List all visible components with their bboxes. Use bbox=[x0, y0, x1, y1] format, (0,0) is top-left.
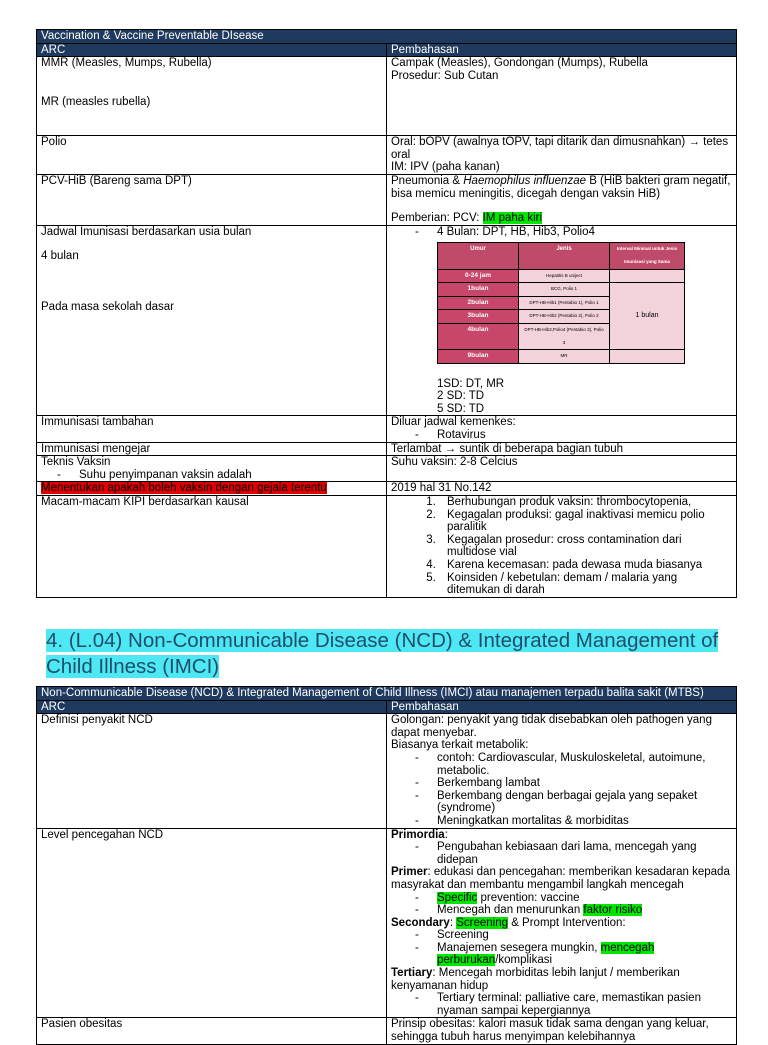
table-row bbox=[37, 57, 737, 136]
table-title: Vaccination & Vaccine Preventable DIsease bbox=[37, 30, 737, 44]
vaccination-table bbox=[36, 29, 737, 598]
row-label-menentukan: Menentukan apakah boleh vaksin dengan gejala terentu bbox=[37, 482, 387, 496]
column-header-row bbox=[37, 43, 737, 57]
kipi-list: 1. Berhubungan produk vaksin: thrombocytopenia, 2. Kegagalan produksi: gagal inaktivasi memicu polio paralitik 3. Kegagalan prosedur: cross contamination dari multidose vial 4. Karena kecemasan: pada dewasa muda biasanya 5. Koinsiden / kebetulan: demam / malaria yang ditemukan di darah bbox=[391, 496, 732, 597]
row-content-polio: Oral: bOPV (awalnya tOPV, tapi ditarik dan dimusnahkan) → tetes oral IM: IPV (paha kanan) bbox=[387, 136, 737, 175]
table-title: Non-Communicable Disease (NCD) & Integrated Management of Child Illness (IMCI) atau manajemen terpadu balita sakit (MTBS) bbox=[37, 687, 737, 701]
row-label-mmr: MMR (Measles, Mumps, Rubella) MR (measles rubella) bbox=[37, 57, 387, 136]
table-row bbox=[37, 442, 737, 456]
ncd-table bbox=[36, 686, 737, 1045]
row-content-mmr: Campak (Measles), Gondongan (Mumps), Rubella Prosedur: Sub Cutan bbox=[387, 57, 737, 136]
sd-schedule: 1SD: DT, MR 2 SD: TD 5 SD: TD bbox=[437, 377, 505, 415]
column-header-row bbox=[37, 700, 737, 714]
row-content-pcv: Pneumonia & Haemophilus influenzae B (HiB bakteri gram negatif, bisa memicu meningitis, dicegah dengan vaksin HiB) Pemberian: PCV: IM paha kiri bbox=[387, 174, 737, 225]
row-label-kipi: Macam-macam KIPI berdasarkan kausal bbox=[37, 496, 387, 598]
section-heading: 4. (L.04) Non-Communicable Disease (NCD) & Integrated Management of Child Illness (IMCI) bbox=[46, 629, 719, 678]
row-content-tambahan: Diluar jadwal kemenkes: - Rotavirus bbox=[387, 416, 737, 442]
row-label-tambahan: Immunisasi tambahan bbox=[37, 416, 387, 442]
row-content-jadwal: - 4 Bulan: DPT, HB, Hib3, Polio4 Umur Jenis Interval Minimal untuk Jenis Imunisasi yang Sama 0-24 jam Hepatitis B uniject 1bulan BCG, Polio 1 1 bulan 2bulan DPT-HB-Hib1 (Pentabio 1), Polio 1 3bulan DPT-HB-Hib2 (Pentabio 2), Polio 2 4bulan DPT-HB-Hib3,Polio4 (Pentabio 3), Polio 3 9bulan MR 1SD: DT, MR 2 SD: TD 5 SD: TD bbox=[387, 225, 737, 416]
row-label-obesitas: Pasien obesitas bbox=[37, 1018, 387, 1044]
table-row bbox=[37, 416, 737, 442]
table-row bbox=[37, 828, 737, 1018]
row-label-teknis: Teknis Vaksin - Suhu penyimpanan vaksin adalah bbox=[37, 456, 387, 482]
table-row bbox=[37, 174, 737, 225]
row-label-mengejar: Immunisasi mengejar bbox=[37, 442, 387, 456]
row-label-definisi: Definisi penyakit NCD bbox=[37, 714, 387, 828]
table-row bbox=[37, 496, 737, 598]
col-arc: ARC bbox=[37, 43, 387, 57]
row-content-mengejar: Terlambat → suntik di beberapa bagian tubuh bbox=[387, 442, 737, 456]
table-header-row bbox=[37, 687, 737, 701]
row-content-level: Primordia: - Pengubahan kebiasaan dari lama, mencegah yang didepan Primer: edukasi dan pencegahan: memberikan kesadaran kepada masyrakat dan membantu mengambil langkah mencegah - Specific prevention: vaccine - Mencegah dan menurunkan faktor risiko Secondary: Screening & Prompt Intervention: - Screening - Manajemen sesegera mungkin, mencegah perburukan/komplikasi Tertiary: Mencegah morbiditas lebih lanjut / memberikan kenyamanan hidup - Tertiary terminal: palliative care, memastikan pasien nyaman sampai kepergiannya bbox=[387, 828, 737, 1018]
row-label-jadwal: Jadwal Imunisasi berdasarkan usia bulan 4 bulan Pada masa sekolah dasar bbox=[37, 225, 387, 416]
row-content-kipi bbox=[387, 496, 737, 598]
schedule-interval: 1 bulan bbox=[610, 283, 685, 350]
table-header-row bbox=[37, 30, 737, 44]
immunization-schedule-table: Umur Jenis Interval Minimal untuk Jenis Imunisasi yang Sama 0-24 jam Hepatitis B uniject 1bulan BCG, Polio 1 1 bulan 2bulan DPT-HB-Hib1 (Pentabio 1), Polio 1 3bulan DPT-HB-Hib2 (Pentabio 2), Polio 2 4bulan DPT-HB-Hib3,Polio4 (Pentabio 3), Polio 3 9bulan MR bbox=[437, 242, 685, 363]
row-label-pcv: PCV-HiB (Bareng sama DPT) bbox=[37, 174, 387, 225]
row-content-menentukan: 2019 hal 31 No.142 bbox=[387, 482, 737, 496]
row-label-level: Level pencegahan NCD bbox=[37, 828, 387, 1018]
row-content-teknis: Suhu vaksin: 2-8 Celcius bbox=[387, 456, 737, 482]
col-pembahasan: Pembahasan bbox=[387, 700, 737, 714]
table-row bbox=[37, 225, 737, 416]
col-arc: ARC bbox=[37, 700, 387, 714]
row-content-definisi: Golongan: penyakit yang tidak disebabkan oleh pathogen yang dapat menyebar. Biasanya terkait metabolik: - contoh: Cardiovascular, Muskuloskeletal, autoimune, metabolic. - Berkembang lambat - Berkembang dengan berbagai gejala yang sepaket (syndrome) - Meningkatkan mortalitas & morbiditas bbox=[387, 714, 737, 828]
row-content-obesitas: Prinsip obesitas: kalori masuk tidak sama dengan yang keluar, sehingga tubuh harus menyimpan kelebihannya bbox=[387, 1018, 737, 1044]
table-row bbox=[37, 1018, 737, 1044]
col-pembahasan: Pembahasan bbox=[387, 43, 737, 57]
table-row bbox=[37, 136, 737, 175]
row-label-polio: Polio bbox=[37, 136, 387, 175]
table-row bbox=[37, 714, 737, 828]
table-row bbox=[37, 456, 737, 482]
table-row bbox=[37, 482, 737, 496]
